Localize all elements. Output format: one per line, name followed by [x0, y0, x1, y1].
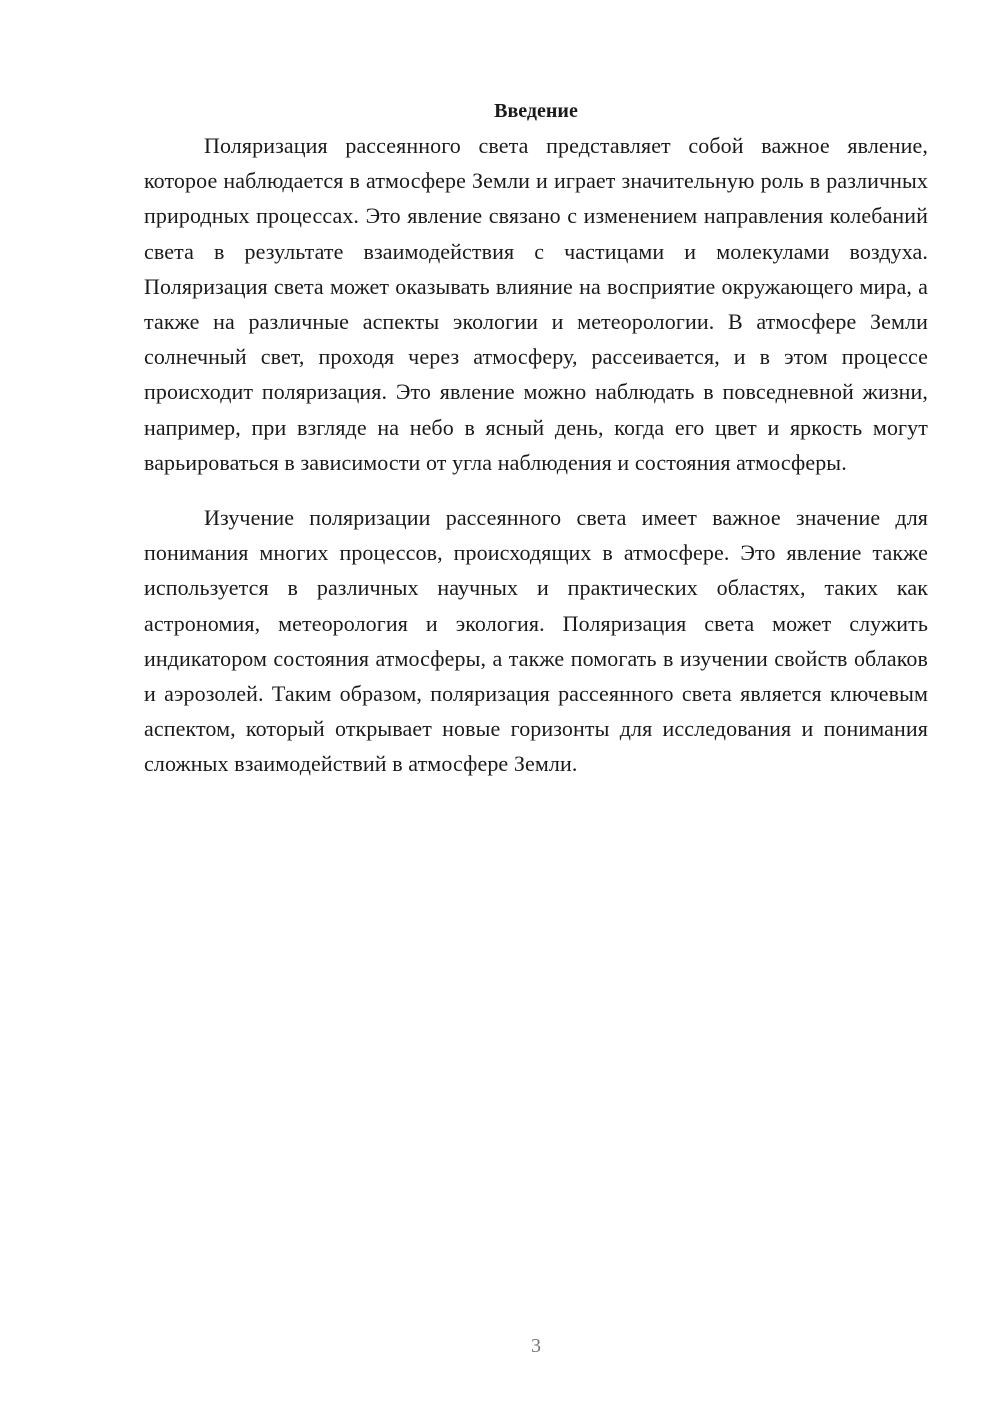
section-title: Введение: [494, 100, 578, 122]
paragraph-2: Изучение поляризации рассеянного света имеет важное значение для понимания многих процессов, происходящих в атмосфере. Это явление также используется в различных научных и практических областях, таких как астрономия, метеорология и экология. Поляризация света может служить индикатором состояния атмосферы, а также помогать в изучении свойств облаков и аэрозолей. Таким образом, поляризация рассеянного света является ключевым аспектом, который открывает новые горизонты для исследования и понимания сложных взаимодействий в атмосфере Земли.: [144, 505, 928, 777]
paragraph-1: Поляризация рассеянного света представляет собой важное явление, которое наблюдается в атмосфере Земли и играет значительную роль в различных природных процессах. Это явление связано с изменением направления колебаний света в результате взаимодействия с частицами и молекулами воздуха. Поляризация света может оказывать влияние на восприятие окружающего мира, а также на различные аспекты экологии и метеорологии. В атмосфере Земли солнечный свет, проходя через атмосферу, рассеивается, и в этом процессе происходит поляризация. Это явление можно наблюдать в повседневной жизни, например, при взгляде на небо в ясный день, когда его цвет и яркость могут варьироваться в зависимости от угла наблюдения и состояния атмосферы.: [144, 133, 928, 475]
page-number: 3: [531, 1335, 541, 1357]
page-content: [144, 96, 928, 782]
